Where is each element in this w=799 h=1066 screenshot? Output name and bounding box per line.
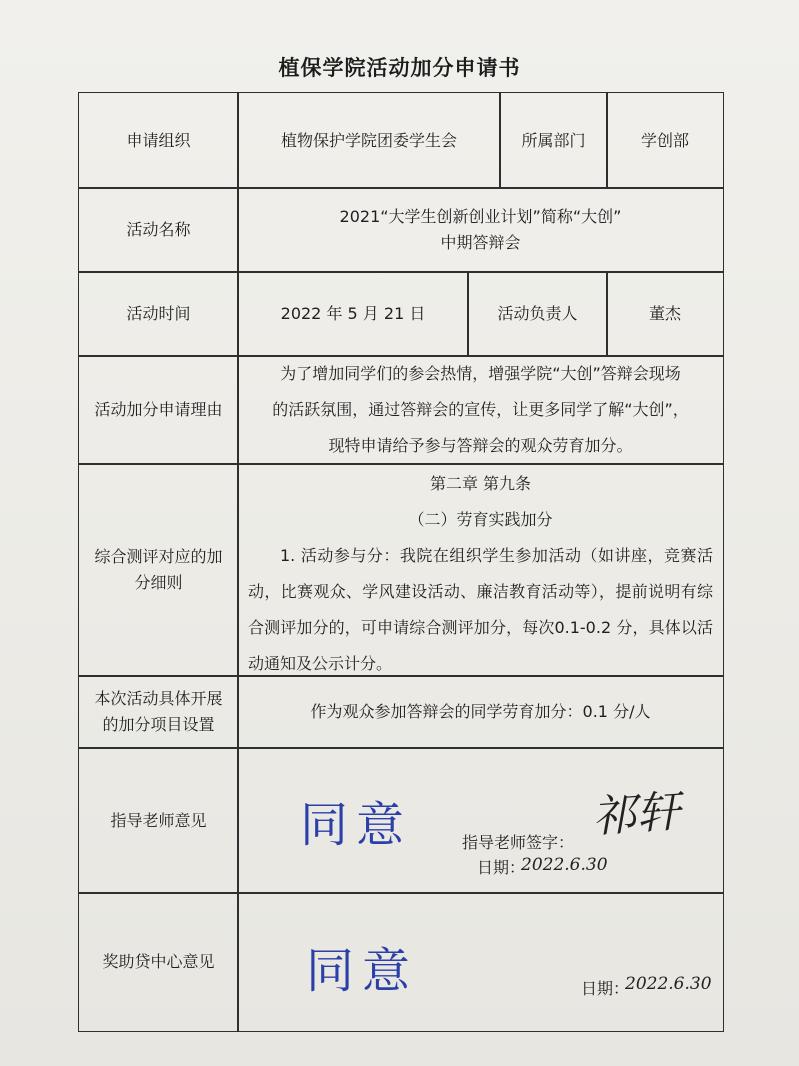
rule-value <box>237 463 724 677</box>
rule-body: 1. 活动参与分：我院在组织学生参加活动（如讲座，竞赛活动，比赛观众、学风建设活动、廉洁教育活动等），提前说明有综合测评加分的，可申请综合测评加分，每次0.1-0.2 分，具体以活动通知及公示计分。 <box>248 546 713 673</box>
reason-line-3: 现特申请给予参与答辩会的观众劳育加分。 <box>328 436 633 455</box>
document-title: 植保学院活动加分申请书 <box>278 56 521 80</box>
activity-name-label: 活动名称 <box>78 187 239 273</box>
center-stamp: 同意 <box>306 943 419 999</box>
leader-label: 活动负责人 <box>467 271 608 357</box>
rule-heading-2: （二）劳育实践加分 <box>408 510 553 529</box>
items-label: 本次活动具体开展的加分项目设置 <box>78 675 239 749</box>
advisor-sign-label: 指导老师签字： <box>462 833 575 852</box>
center-date: 2022.6.30 <box>625 974 712 994</box>
activity-name-line-2: 中期答辩会 <box>440 233 521 252</box>
reason-line-2: 的活跃氛围，通过答辩会的宣传，让更多同学了解“大创”， <box>272 400 689 419</box>
advisor-stamp: 同意 <box>300 797 413 853</box>
org-label: 申请组织 <box>78 92 239 189</box>
dept-label: 所属部门 <box>499 92 608 189</box>
center-label: 奖助贷中心意见 <box>78 892 239 1032</box>
items-value: 作为观众参加答辩会的同学劳育加分：0.1 分/人 <box>237 675 724 749</box>
advisor-date: 2022.6.30 <box>521 855 608 875</box>
advisor-signature: 祁轩 <box>590 785 682 843</box>
advisor-label: 指导老师意见 <box>78 747 239 894</box>
reason-value <box>237 355 724 465</box>
reason-label: 活动加分申请理由 <box>78 355 239 465</box>
rule-heading-1: 第二章 第九条 <box>429 474 532 493</box>
leader-value: 董杰 <box>606 271 724 357</box>
dept-value: 学创部 <box>606 92 724 189</box>
center-date-label: 日期： <box>581 979 630 998</box>
advisor-date-label: 日期： <box>477 858 526 877</box>
rule-label: 综合测评对应的加分细则 <box>78 463 239 677</box>
activity-time-value: 2022 年 5 月 21 日 <box>237 271 469 357</box>
org-value: 植物保护学院团委学生会 <box>237 92 501 189</box>
activity-name-line-1: 2021“大学生创新创业计划”简称“大创” <box>339 207 622 227</box>
reason-line-1: 为了增加同学们的参会热情，增强学院“大创”答辩会现场 <box>280 364 681 383</box>
activity-time-label: 活动时间 <box>78 271 239 357</box>
activity-name-value <box>237 187 724 273</box>
